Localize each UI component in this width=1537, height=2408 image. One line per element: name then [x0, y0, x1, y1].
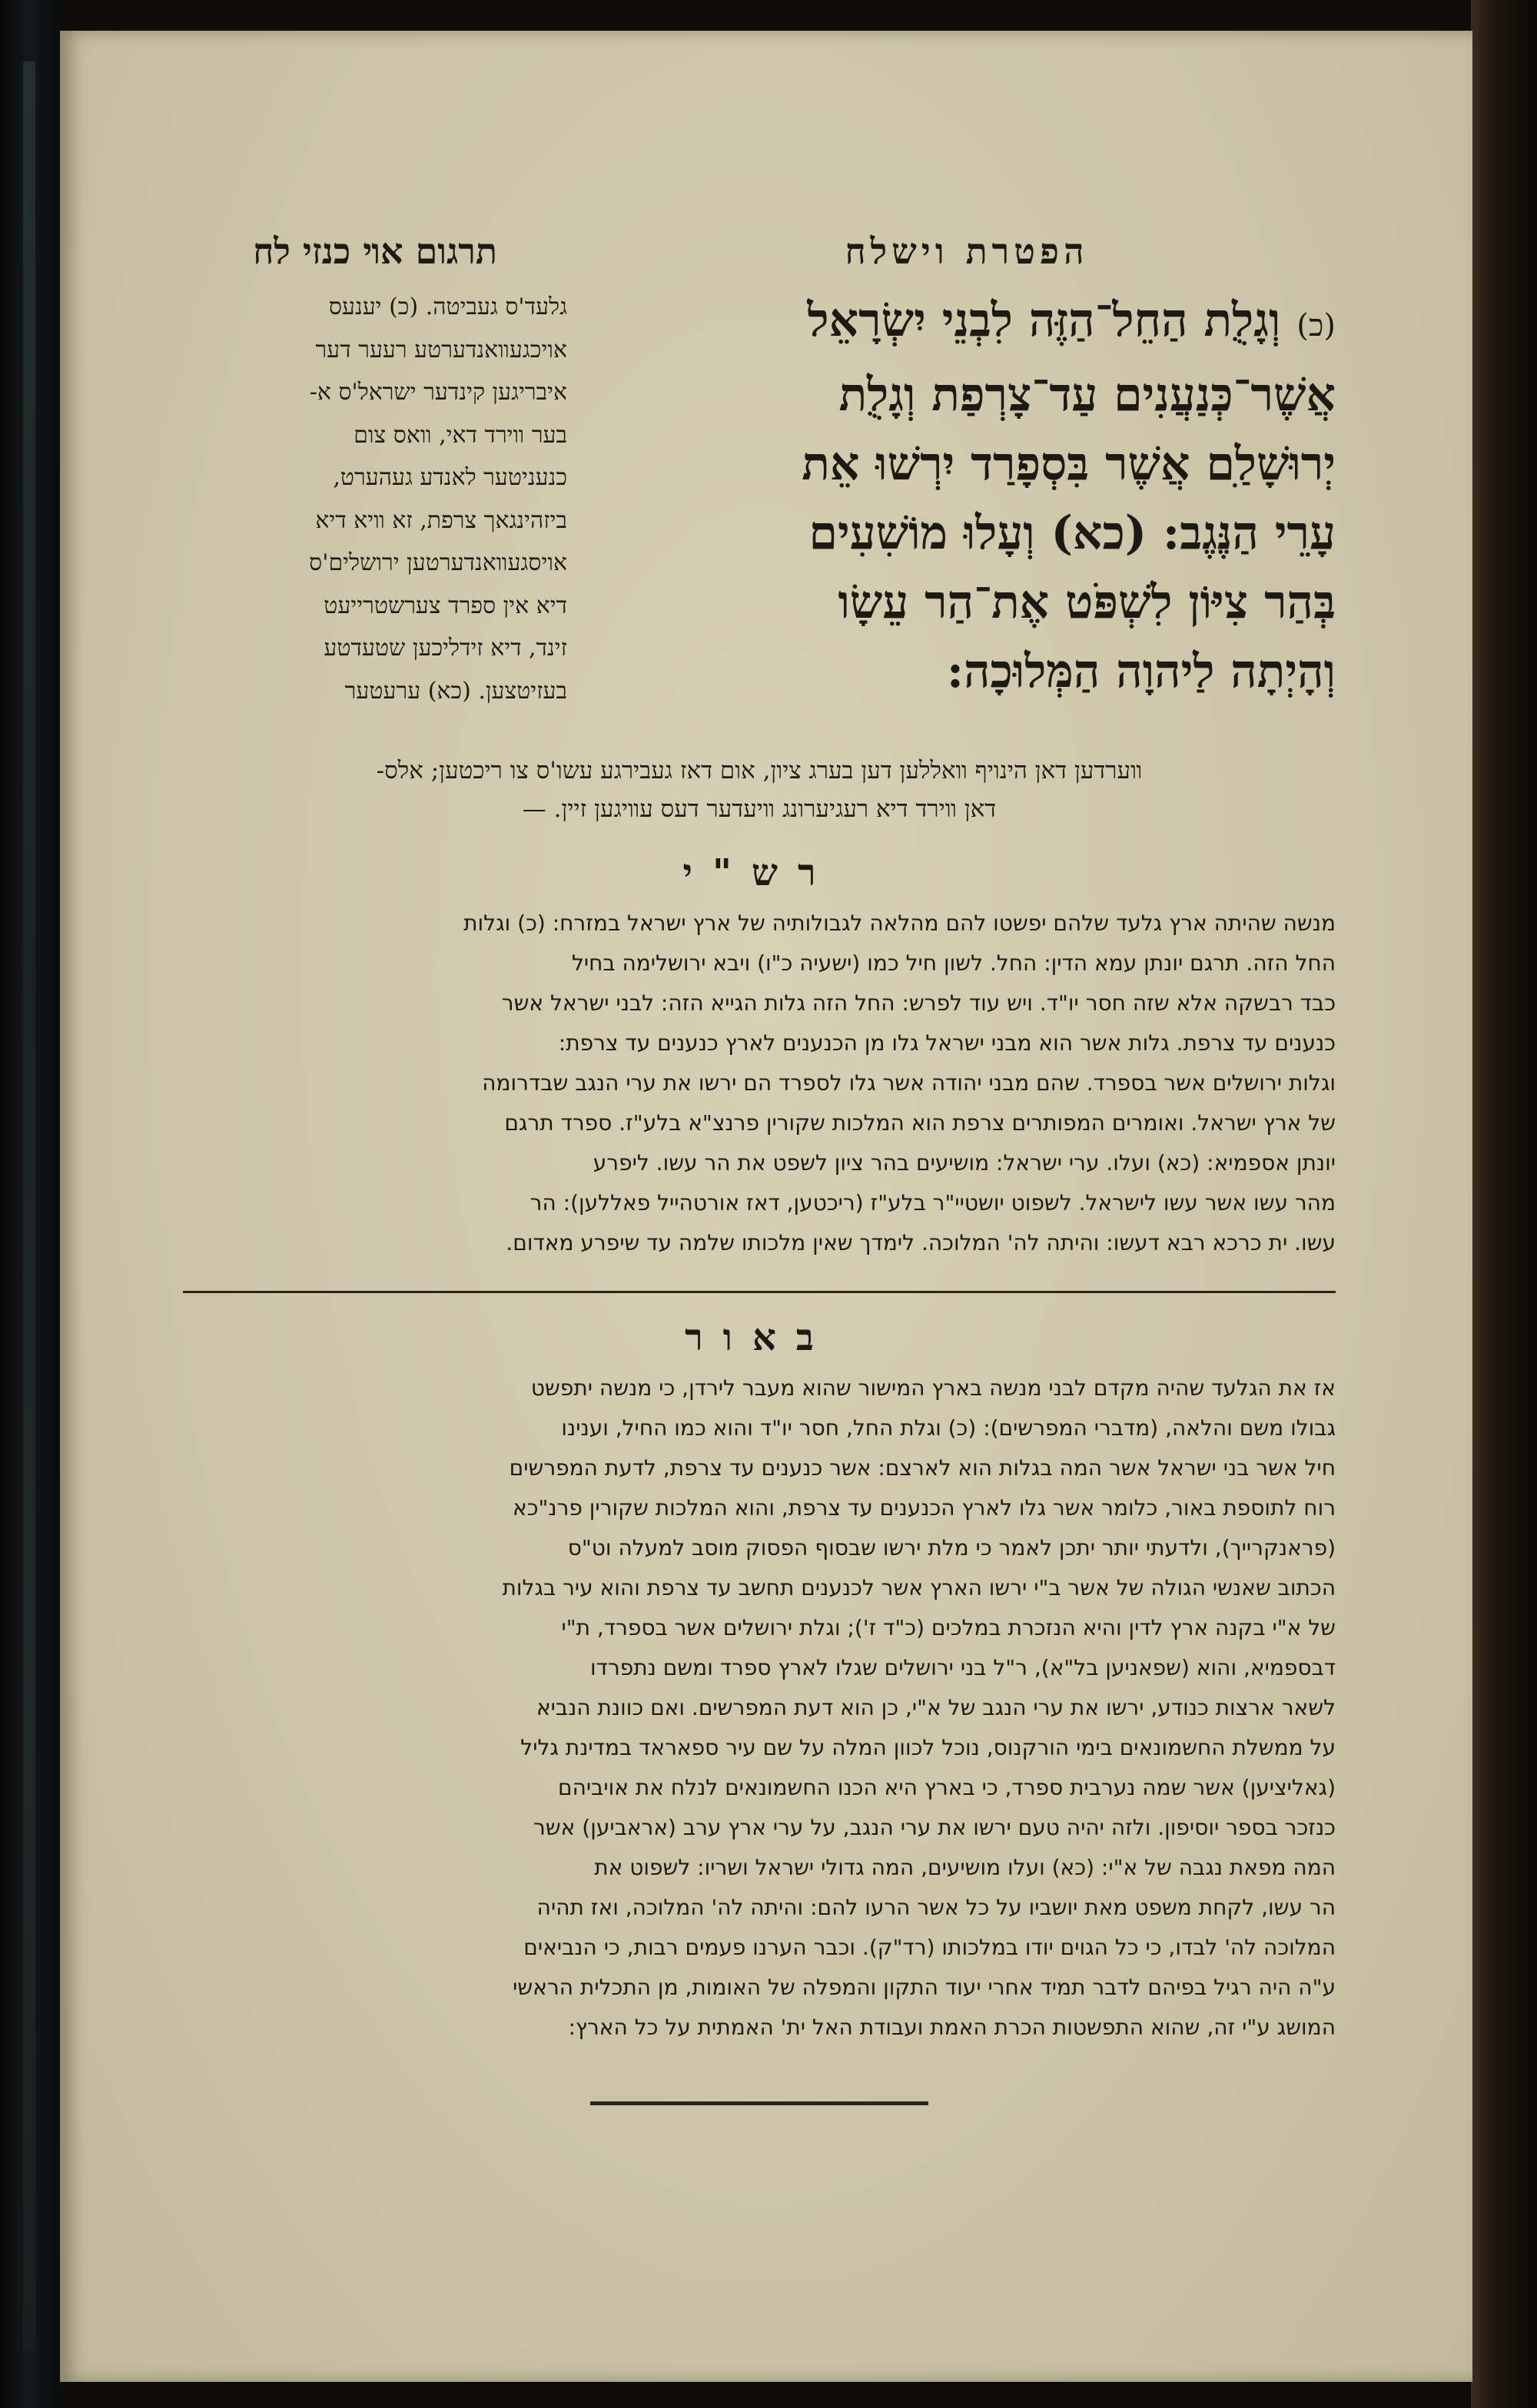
commentary-line: החל הזה. תרגם יונתן עמא הדין: החל. לשון חיל כמו (ישעיה כ"ו) ויבא ירושלימה בחיל	[571, 950, 1336, 976]
verse-line: (כ) וְגָלֻת הַחֵל־הַזֶּה לִבְנֵי יִשְׂרָאֵל	[807, 294, 1336, 347]
commentary-line: (פראנקרייך), ולדעתי יותר יתכן לאמר כי מלת ירשו שבסוף הפסוק מוסב למעלה וט"ס	[567, 1535, 1336, 1561]
translation-line: בער װירד דאי, װאס צום	[354, 421, 567, 449]
translation-line: אויסגעװאנדערטען ירושלים'ס	[309, 549, 567, 576]
top-section	[183, 184, 1336, 745]
verse-number: (כ)	[1296, 308, 1336, 343]
translation-heading: תרגום אױ כנזי לח	[253, 231, 497, 272]
verse-line: בְּהַר צִיּוֹן לִשְׁפֹּט אֶת־הַר עֵשָׂו	[838, 575, 1336, 629]
commentary-line: המושג ע"י זה, שהוא התפשטות הכרת האמת ועבודת האל ית' האמתית על כל הארץ:	[568, 2015, 1336, 2040]
commentary-line: ע"ה היה רגיל בפיהם לדבר תמיד אחרי יעוד התקון והמפלה של האומות, מן התכלית הראשי	[513, 1975, 1336, 2000]
translation-line: װערדען דאן הינויף װאללען דען בערג ציון, אום דאז געבירגע עשו'ס צו ריכטען; אלס-	[376, 757, 1143, 784]
commentary-line: דבספמיא, והוא (שפאניען בל"א), ר"ל בני ירושלים שגלו לארץ ספרד ומשם נתפרדו	[590, 1655, 1336, 1680]
translation-line: דאן װירד דיא רעגיערונג װיעדער דעס עװיגען זיין. —	[522, 795, 997, 823]
book-binding	[0, 0, 60, 2408]
commentary-line: המה מפאת נגבה של א"י: (כא) ועלו מושיעים, המה גדולי ישראל ושריו: לשפוט את	[594, 1855, 1336, 1880]
translation-line: אויכגעװאנדערטע רעער דער	[315, 336, 567, 363]
commentary-line: כבד רבשקה אלא שזה חסר יו"ד. ויש עוד לפרש: החל הזה גלות הגייא הזה: לבני ישראל אשר	[501, 990, 1336, 1016]
page-content	[183, 184, 1336, 2105]
biur-commentary	[183, 1368, 1336, 2048]
commentary-line: רוח לתוספת באור, כלומר אשר גלו לארץ הכנענים עד צרפת, והוא המלכות שקורין פרנ"כא	[513, 1495, 1336, 1521]
commentary-line: עשו. ית כרכא רבא דעשו: והיתה לה' המלוכה. לימדך שאין מלכותו שלמה עד שיפרע מאדום.	[506, 1230, 1336, 1255]
translation-line: זינד, דיא זידליכען שטעדטע	[324, 635, 567, 662]
commentary-line: מנשה שהיתה ארץ גלעד שלהם יפשטו להם מהלאה לגבולותיה של ארץ ישראל במזרח: (כ) וגלות	[463, 910, 1336, 936]
translation-text	[183, 286, 567, 712]
verse-line: אֲשֶׁר־כְּנַעֲנִים עַד־צָרְפַת וְגָלֻת	[838, 368, 1336, 422]
commentary-line: על ממשלת החשמונאים בימי הורקנוס, נוכל לכוון המלה על שם עיר ספאראד במדינת גליל	[520, 1735, 1336, 1760]
commentary-line: חיל אשר בני ישראל אשר המה בגלות הוא לארצם: אשר כנענים עד צרפת, לדעת המפרשים	[509, 1455, 1336, 1481]
commentary-line: המלוכה לה' לבדו, כי כל הגוים יודו במלכותו (רד"ק). וכבר הערנו פעמים רבות, כי הנביאים	[523, 1935, 1336, 1960]
commentary-line: לשאר ארצות כנודע, ירשו את ערי הנגב של א"י, כן הוא דעת המפרשים. ואם כוונת הנביא	[536, 1695, 1336, 1720]
commentary-line: של א"י בקנה ארץ לדין והיא הנזכרת במלכים (כ"ד ז'); וגלת ירושלים אשר בספרד, ת"י	[561, 1615, 1336, 1640]
biur-heading: באור	[685, 1316, 834, 1359]
commentary-line: הכתוב שאנשי הגולה של אשר ב"י ירשו הארץ אשר לכנענים תחשב עד צרפת והוא עיר בגלות	[502, 1575, 1336, 1600]
commentary-line: כנענים עד צרפת. גלות אשר הוא מבני ישראל גלו מן הכנענים לארץ כנענים עד צרפת:	[558, 1030, 1336, 1056]
commentary-line: הר עשו, לקחת משפט מאת יושביו על כל אשר הרעו להם: והיתה לה' המלוכה, ואז תהיה	[536, 1895, 1336, 1920]
translation-column	[183, 184, 567, 712]
verse-text	[598, 286, 1336, 706]
commentary-line: (גאליציען) אשר שמה נערבית ספרד, כי בארץ היא הכנו החשמונאים לנלח את אויביהם	[558, 1775, 1336, 1800]
commentary-line: גבולו משם והלאה, (מדברי המפרשים): (כ) וגלת החל, חסר יו"ד והוא כמו החיל, וענינו	[561, 1415, 1336, 1441]
translation-continuation	[183, 751, 1336, 828]
translation-line: בעזיטצען. (כא) ערעטער	[344, 677, 567, 705]
next-page-edge	[1471, 0, 1537, 2408]
end-divider	[590, 2101, 928, 2105]
translation-line: ביזהינגאך צרפת, זא װיא דיא	[315, 506, 567, 534]
commentary-line: מהר עשו אשר עשו לישראל. לשפוט יושטיי"ר בלע"ז (ריכטען, דאז אורטהייל פאללען): הר	[529, 1190, 1336, 1216]
translation-line: כנעניטער לאנדע געהערט,	[333, 464, 567, 491]
translation-line: דיא אין ספרד צערשטרייעט	[324, 592, 567, 619]
verse-line: יְרוּשָׁלַ‍ִם אֲשֶׁר בִּסְפָרַד יִרְשׁוּ אֵת	[802, 437, 1336, 491]
verse-line: עָרֵי הַנֶּגֶב: (כא) וְעָלוּ מוֹשִׁעִים	[808, 506, 1336, 560]
translation-line: גלעד'ס געביטה. (כ) יענעס	[328, 294, 567, 320]
haftarah-column	[598, 184, 1336, 706]
commentary-line: יונתן אספמיא: (כא) ועלו. ערי ישראל: מושיעים בהר ציון לשפט את הר עשו. ליפרע	[593, 1150, 1336, 1176]
commentary-line: וגלות ירושלים אשר בספרד. שהם מבני יהודה אשר גלו לספרד הם ירשו את ערי הנגב שבדרומה	[482, 1070, 1336, 1096]
commentary-line: אז את הגלעד שהיה מקדם לבני מנשה בארץ המישור שהוא מעבר לירדן, כי מנשה יתפשט	[530, 1375, 1336, 1401]
rashi-heading: רש"י	[682, 851, 836, 894]
haftarah-heading: הפטרת וישלח	[845, 231, 1089, 272]
section-divider	[183, 1291, 1336, 1293]
rashi-commentary	[183, 904, 1336, 1263]
verse-line: וְהָיְתָה לַיהוָה הַמְּלוּכָה:	[946, 645, 1336, 698]
book-page	[60, 31, 1472, 2382]
commentary-line: של ארץ ישראל. ואומרים המפותרים צרפת הוא המלכות שקורין פרנצ"א בלע"ז. ספרד תרגם	[504, 1110, 1336, 1136]
translation-line: איבריגען קינדער ישראל'ס א-	[309, 379, 567, 406]
commentary-line: כנזכר בספר יוסיפון. ולזה יהיה טעם ירשו את ערי הנגב, על ערי ארץ ערב (אראביען) אשר	[533, 1815, 1336, 1840]
